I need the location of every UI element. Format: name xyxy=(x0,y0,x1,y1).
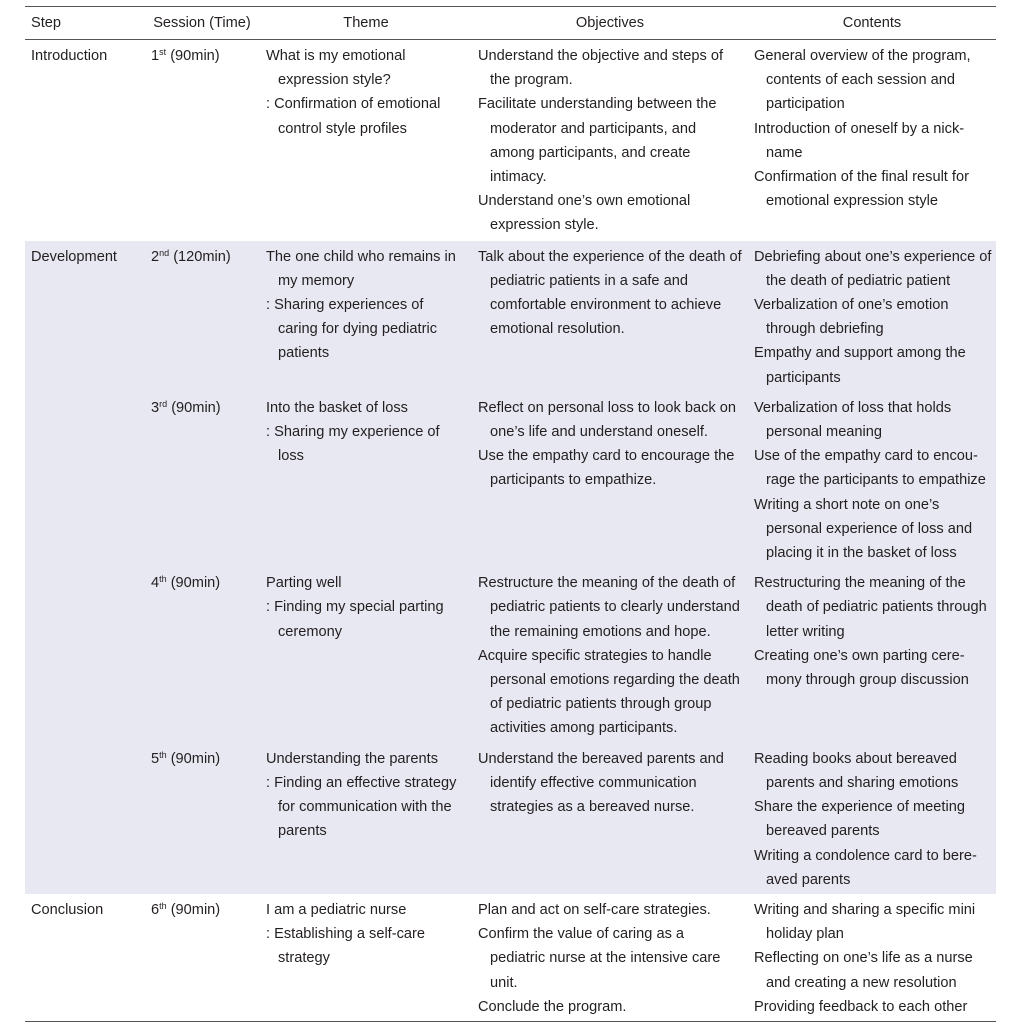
session-number: 4 xyxy=(151,575,160,592)
session-duration: (90min) xyxy=(166,575,221,592)
session-duration: (90min) xyxy=(166,901,221,918)
theme-line: Into the basket of loss xyxy=(266,399,408,416)
cell-objectives xyxy=(472,743,748,894)
table-row xyxy=(25,392,996,567)
theme-line: : Sharing experiences of caring for dying pediatric patients xyxy=(266,297,437,362)
content-item: Use of the empathy card to encou-rage the participants to empathize xyxy=(754,448,986,489)
cell-theme xyxy=(260,40,472,241)
content-item: Empathy and support among the participants xyxy=(754,345,966,386)
session-number: 1 xyxy=(151,48,160,64)
session-ordinal-suffix: nd xyxy=(159,247,170,258)
cell-step: Introduction xyxy=(31,48,108,64)
table-header xyxy=(25,7,996,40)
content-item: Confirmation of the final result for emotional expression style xyxy=(754,169,969,210)
theme-line: The one child who remains in my memory xyxy=(266,248,456,289)
theme-line: Parting well xyxy=(266,575,342,592)
cell-session xyxy=(144,392,260,567)
objective-item: Acquire specific strategies to handle personal emotions regarding the death of pediatric patients through group activities among participants. xyxy=(478,647,740,737)
header-contents: Contents xyxy=(748,7,996,40)
content-item: Reflecting on one’s life as a nurse and creating a new resolution xyxy=(754,950,973,991)
objective-item: Use the empathy card to encourage the participants to empathize. xyxy=(478,448,735,489)
cell-contents xyxy=(748,894,996,1022)
objective-item: Understand one’s own emotional expression style. xyxy=(478,193,691,234)
session-number: 2 xyxy=(151,248,160,265)
content-item: Writing a condolence card to bere-aved parents xyxy=(754,847,977,888)
cell-theme xyxy=(260,392,472,567)
cell-theme xyxy=(260,894,472,1022)
content-item: Verbalization of loss that holds personal meaning xyxy=(754,399,952,441)
content-item: Verbalization of one’s emotion through debriefing xyxy=(754,297,949,338)
content-item: Share the experience of meeting bereaved parents xyxy=(754,799,965,840)
objective-item: Understand the bereaved parents and identify effective communication strategies as a bereaved nurse. xyxy=(478,750,724,816)
objective-item: Reflect on personal loss to look back on one’s life and understand oneself. xyxy=(478,399,736,441)
table-row xyxy=(25,743,996,894)
session-duration: (120min) xyxy=(169,248,231,265)
header-theme: Theme xyxy=(260,7,472,40)
theme-line: What is my emotional expression style? xyxy=(266,48,406,89)
content-item: Restructuring the meaning of the death of pediatric patients through letter writing xyxy=(754,575,987,640)
cell-objectives xyxy=(472,894,748,1022)
cell-contents xyxy=(748,240,996,392)
cell-contents xyxy=(748,567,996,742)
session-duration: (90min) xyxy=(166,48,220,64)
session-ordinal-suffix: th xyxy=(159,749,167,760)
content-item: Creating one’s own parting cere-mony through group discussion xyxy=(754,647,969,689)
session-number: 6 xyxy=(151,901,160,918)
header-objectives: Objectives xyxy=(472,7,748,40)
table-body xyxy=(25,40,996,1022)
cell-objectives xyxy=(472,567,748,742)
cell-theme xyxy=(260,743,472,894)
table-row xyxy=(25,40,996,241)
cell-step: Development xyxy=(25,240,144,392)
cell-step xyxy=(25,743,144,894)
theme-line: : Confirmation of emotional control style profiles xyxy=(266,96,441,137)
content-item: Writing a short note on one’s personal experience of loss and placing it in the basket of loss xyxy=(754,496,973,562)
header-session: Session (Time) xyxy=(144,7,260,40)
cell-contents xyxy=(748,392,996,567)
objective-item: Plan and act on self-care strategies. xyxy=(478,901,711,918)
cell-session xyxy=(144,743,260,894)
objective-item: Confirm the value of caring as a pediatric nurse at the intensive care unit. xyxy=(478,926,721,991)
cell-theme xyxy=(260,240,472,392)
content-item: Providing feedback to each other xyxy=(754,998,968,1015)
session-ordinal-suffix: th xyxy=(159,574,167,585)
objective-item: Conclude the program. xyxy=(478,998,627,1015)
table-row xyxy=(25,894,996,1022)
cell-step: Conclusion xyxy=(25,894,144,1022)
theme-line: : Establishing a self-care strategy xyxy=(266,926,425,967)
cell-objectives xyxy=(472,392,748,567)
cell-session xyxy=(144,240,260,392)
cell-contents xyxy=(748,40,996,241)
cell-session xyxy=(144,567,260,742)
content-item: General overview of the program, contents of each session and participation xyxy=(754,48,971,113)
theme-line: : Finding an effective strategy for communication with the parents xyxy=(266,774,457,840)
cell-contents xyxy=(748,743,996,894)
theme-line: I am a pediatric nurse xyxy=(266,901,407,918)
program-table xyxy=(25,6,996,1022)
cell-session xyxy=(144,40,260,241)
content-item: Reading books about bereaved parents and sharing emotions xyxy=(754,750,959,791)
session-ordinal-suffix: th xyxy=(159,900,167,911)
content-item: Writing and sharing a specific mini holiday plan xyxy=(754,901,976,943)
objective-item: Understand the objective and steps of the program. xyxy=(478,48,724,89)
cell-objectives xyxy=(472,240,748,392)
table-row xyxy=(25,240,996,392)
objective-item: Restructure the meaning of the death of pediatric patients to clearly understand the remaining emotions and hope. xyxy=(478,575,740,640)
session-ordinal-suffix: rd xyxy=(159,398,168,409)
cell-objectives xyxy=(472,40,748,241)
objective-item: Talk about the experience of the death of pediatric patients in a safe and comfortable environment to achieve emotional resolution. xyxy=(478,248,742,338)
header-row xyxy=(25,7,996,40)
session-duration: (90min) xyxy=(167,399,221,416)
objective-item: Facilitate understanding between the moderator and participants, and among participants, and create intimacy. xyxy=(478,96,717,186)
theme-line: : Sharing my experience of loss xyxy=(266,424,440,465)
session-duration: (90min) xyxy=(166,750,221,767)
content-item: Introduction of oneself by a nick-name xyxy=(754,120,965,161)
cell-step xyxy=(25,392,144,567)
header-step: Step xyxy=(25,7,144,40)
session-number: 5 xyxy=(151,750,160,767)
session-ordinal-suffix: st xyxy=(159,47,167,57)
table-row xyxy=(25,567,996,742)
theme-line: Understanding the parents xyxy=(266,750,438,767)
cell-theme xyxy=(260,567,472,742)
theme-line: : Finding my special parting ceremony xyxy=(266,599,444,640)
content-item: Debriefing about one’s experience of the death of pediatric patient xyxy=(754,248,992,289)
session-number: 3 xyxy=(151,399,160,416)
cell-step xyxy=(25,567,144,742)
cell-session xyxy=(144,894,260,1022)
